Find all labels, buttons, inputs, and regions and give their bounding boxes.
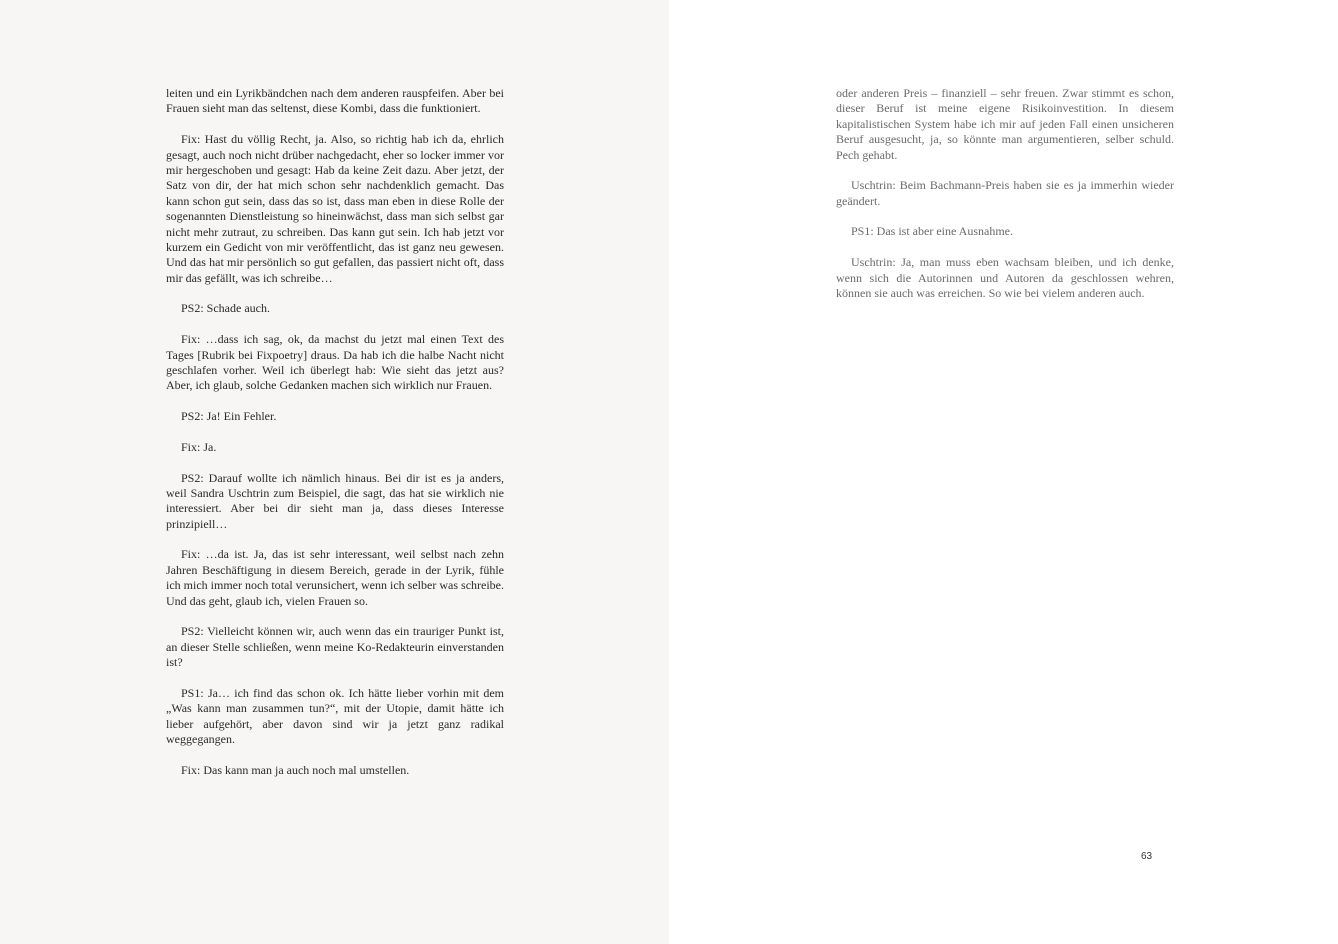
paragraph: oder anderen Preis – finanziell – sehr freuen. Zwar stimmt es schon, dieser Beruf ist meine eigene Risikoinvestition. In diesem kapitalistischen System habe ich mir auf jeden Fall einen unsicheren Beruf ausgesucht, ja, so könnte man argumentieren, selber schuld. Pech gehabt.: [836, 86, 1174, 162]
paragraph: Uschtrin: Ja, man muss eben wachsam bleiben, und ich denke, wenn sich die Autorinnen und Autoren da geschlossen wehren, können sie auch was erreichen. So wie bei vielem anderen auch.: [836, 255, 1174, 300]
paragraph: PS1: Ja… ich find das schon ok. Ich hätte lieber vorhin mit dem „Was kann man zusammen tun?“, mit der Utopie, damit hätte ich lieber aufgehört, aber davon sind wir ja jetzt ganz radikal weggegangen.: [166, 685, 504, 747]
paragraph: Fix: …da ist. Ja, das ist sehr interessant, weil selbst nach zehn Jahren Beschäftigung in diesem Bereich, gerade in der Lyrik, fühle ich mich immer noch total verunsichert, wenn ich selber was schreibe. Und das geht, glaub ich, vielen Frauen so.: [166, 547, 504, 608]
paragraph: PS2: Schade auch.: [181, 301, 270, 316]
paragraph: Fix: …dass ich sag, ok, da machst du jetzt mal einen Text des Tages [Rubrik bei Fixpoetry] draus. Da hab ich die halbe Nacht nicht geschlafen vorher. Weil ich überlegt hab: Wie sieht das jetzt aus? Aber, ich glaub, solche Gedanken machen sich wirklich nur Frauen.: [166, 332, 504, 393]
right-text-column: [836, 86, 1174, 317]
paragraph: PS2: Ja! Ein Fehler.: [181, 409, 277, 424]
paragraph: leiten und ein Lyrikbändchen nach dem anderen rauspfeifen. Aber bei Frauen sieht man das seltenst, diese Kombi, dass die funktioniert.: [166, 86, 504, 116]
paragraph: Fix: Das kann man ja auch noch mal umstellen.: [181, 762, 410, 777]
paragraph: Uschtrin: Beim Bachmann-Preis haben sie es ja immerhin wieder geändert.: [836, 178, 1174, 208]
right-page: [669, 0, 1338, 944]
paragraph: PS2: Vielleicht können wir, auch wenn das ein trauriger Punkt ist, an dieser Stelle schließen, wenn meine Ko-Redakteurin einverstanden ist?: [166, 624, 504, 670]
paragraph: Fix: Hast du völlig Recht, ja. Also, so richtig hab ich da, ehrlich gesagt, auch noch nicht drüber nachgedacht, eher so locker immer vor mir hergeschoben und gesagt: Hab da keine Zeit dazu. Aber jetzt, der Satz von dir, der hat mich schon sehr nachdenklich gemacht. Das kann schon gut sein, dass das so ist, dass man eben in diese Rolle der sogenannten Dienstleistung so hineinwächst, dass man sich selbst gar nicht mehr zutraut, zu schreiben. Das kann gut sein. Ich hab jetzt vor kurzem ein Gedicht von mir veröffentlicht, das ist ganz neu gewesen. Und das hat mir persönlich so gut gefallen, das passiert nicht oft, dass mir das gefällt, was ich schreibe…: [166, 132, 504, 285]
paragraph: Fix: Ja.: [181, 439, 217, 454]
paragraph: PS2: Darauf wollte ich nämlich hinaus. Bei dir ist es ja anders, weil Sandra Uschtrin zum Beispiel, die sagt, das hat sie wirklich nie interessiert. Aber bei dir sieht man ja, dass dieses Interesse prinzipiell…: [166, 470, 504, 531]
page-number: 63: [1141, 851, 1153, 862]
paragraph: PS1: Das ist aber eine Ausnahme.: [851, 224, 1013, 239]
left-text-column: [166, 86, 504, 793]
